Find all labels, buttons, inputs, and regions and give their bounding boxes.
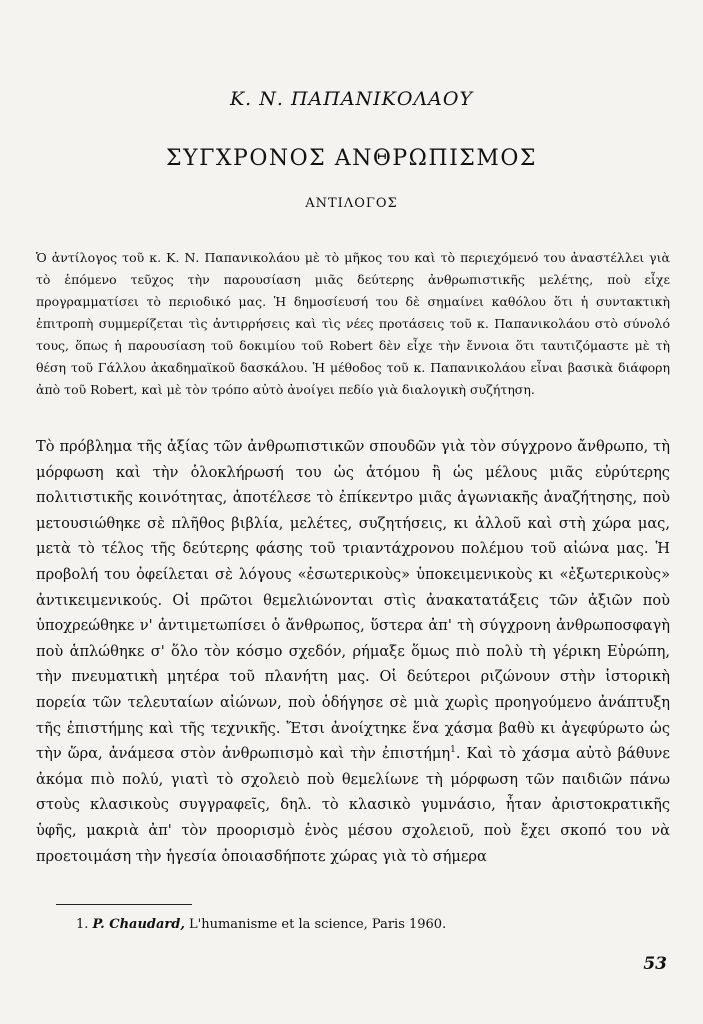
footnote-reference: 1	[450, 745, 456, 756]
article-subtitle: ΑΝΤΙΛΟΓΟΣ	[305, 196, 398, 211]
body-text-part-2: . Καὶ τὸ χάσμα αὐτὸ βάθυνε ἀκόμα πιὸ πολύ, γιατὶ τὸ σχολειὸ ποὺ θεμελίωνε τὴ μόρφωση τῶν παιδιῶν πάνω στοὺς κλασικοὺς συγγραφεῖς, δηλ. τὸ κλασικὸ γυμνάσιο, ἦταν ἀριστοκρατικῆς ὑφῆς, μακριὰ ἀπ' τὸν προορισμὸ ἑνὸς μέσου σχολειοῦ, ποὺ ἔχει σκοπό του νὰ προετοιμάση τὴν ἡγεσία ὁποιασδήποτε χώρας γιὰ τὸ σήμερα	[36, 745, 670, 865]
article-title: ΣΥΓΧΡΟΝΟΣ ΑΝΘΡΩΠΙΣΜΟΣ	[166, 146, 537, 171]
body-paragraph	[36, 434, 670, 869]
author-name: Κ. Ν. ΠΑΠΑΝΙΚΟΛΑΟΥ	[229, 88, 474, 110]
footnote-author: P. Chaudard,	[92, 917, 185, 932]
body-text-part-1: Τὸ πρόβλημα τῆς ἀξίας τῶν ἀνθρωπιστικῶν σπουδῶν γιὰ τὸν σύγχρονο ἄνθρωπο, τὴ μόρφωση καὶ τὴν ὁλοκλήρωσή του ὡς ἀτόμου ἢ ὡς μέλους μιᾶς εὐρύτερης πολιτιστικῆς κοινότητας, ἀποτέλεσε τὸ ἐπίκεντρο μιᾶς ἀγωνιακῆς ἀναζήτησης, ποὺ μετουσιώθηκε σὲ πλῆθος βιβλία, μελέτες, συζητήσεις, κι ἀλλοῦ καὶ στὴ χώρα μας, μετὰ τὸ τέλος τῆς δεύτερης φάσης τοῦ τριαντάχρονου πολέμου τοῦ αἰώνα μας. Ἡ προβολή του ὀφείλεται σὲ λόγους «ἐσωτερικοὺς» ὑποκειμενικοὺς κι «ἐξωτερικοὺς» ἀντικειμενικούς. Οἱ πρῶτοι θεμελιώνονται στὶς ἀνακατατάξεις τῶν ἀξιῶν ποὺ ὑποχρεώθηκε ν' ἀντιμετωπίσει ὁ ἄνθρωπος, ὕστερα ἀπ' τὴ σύγχρονη ἀνθρωποσφαγὴ ποὺ ἁπλώθηκε σ' ὅλο τὸν κόσμο σχεδόν, ρήμαξε ὅμως πιὸ πολὺ τὴ γέρικη Εὐρώπη, τὴν πνευματικὴ μητέρα τοῦ πλανήτη μας. Οἱ δεύτεροι ριζώνουν στὴν ἱστορικὴ πορεία τῶν τελευταίων αἰώνων, ποὺ ὁδήγησε σὲ μιὰ χωρὶς προηγούμενο ἀνάπτυξη τῆς ἐπιστήμης καὶ τῆς τεχνικῆς. Ἔτσι ἀνοίχτηκε ἕνα χάσμα βαθὺ κι ἀγεφύρωτο ὡς τὴν ὥρα, ἀνάμεσα στὸν ἀνθρωπισμὸ καὶ τὴν ἐπιστήμη	[36, 438, 670, 763]
footnote-number: 1.	[76, 917, 89, 932]
footnote-divider	[56, 904, 192, 905]
editorial-note: Ὁ ἀντίλογος τοῦ κ. Κ. Ν. Παπανικολάου μὲ τὸ μῆκος του καὶ τὸ περιεχόμενό του ἀναστέλλει γιὰ τὸ ἑπόμενο τεῦχος τὴν παρουσίαση μιᾶς δεύτερης ἀνθρωπιστικῆς μελέτης, ποὺ εἶχε προγραμματίσει τὸ περιοδικό μας. Ἡ δημοσίευσή του δὲ σημαίνει καθόλου ὅτι ἡ συντακτικὴ ἐπιτροπὴ συμμερίζεται τὶς ἀντιρρήσεις καὶ τὶς νέες προτάσεις τοῦ κ. Παπανικολάου στὸ σύνολό τους, ὅπως ἡ παρουσίαση τοῦ δοκιμίου τοῦ Robert δὲν εἶχε τὴν ἔννοια ὅτι ταυτιζόμαστε μὲ τὴ θέση τοῦ Γάλλου ἀκαδημαϊκοῦ δασκάλου. Ἡ μέθοδος τοῦ κ. Παπανικολάου εἶναι βασικὰ διάφορη ἀπὸ τοῦ Robert, καὶ μὲ τὸν τρόπο αὐτὸ ἀνοίγει πεδίο γιὰ διαλογικὴ συζήτηση.	[36, 250, 670, 397]
footnote-text: L'humanisme et la science, Paris 1960.	[189, 917, 447, 932]
footnote	[76, 916, 656, 934]
page-number: 53	[643, 954, 667, 974]
